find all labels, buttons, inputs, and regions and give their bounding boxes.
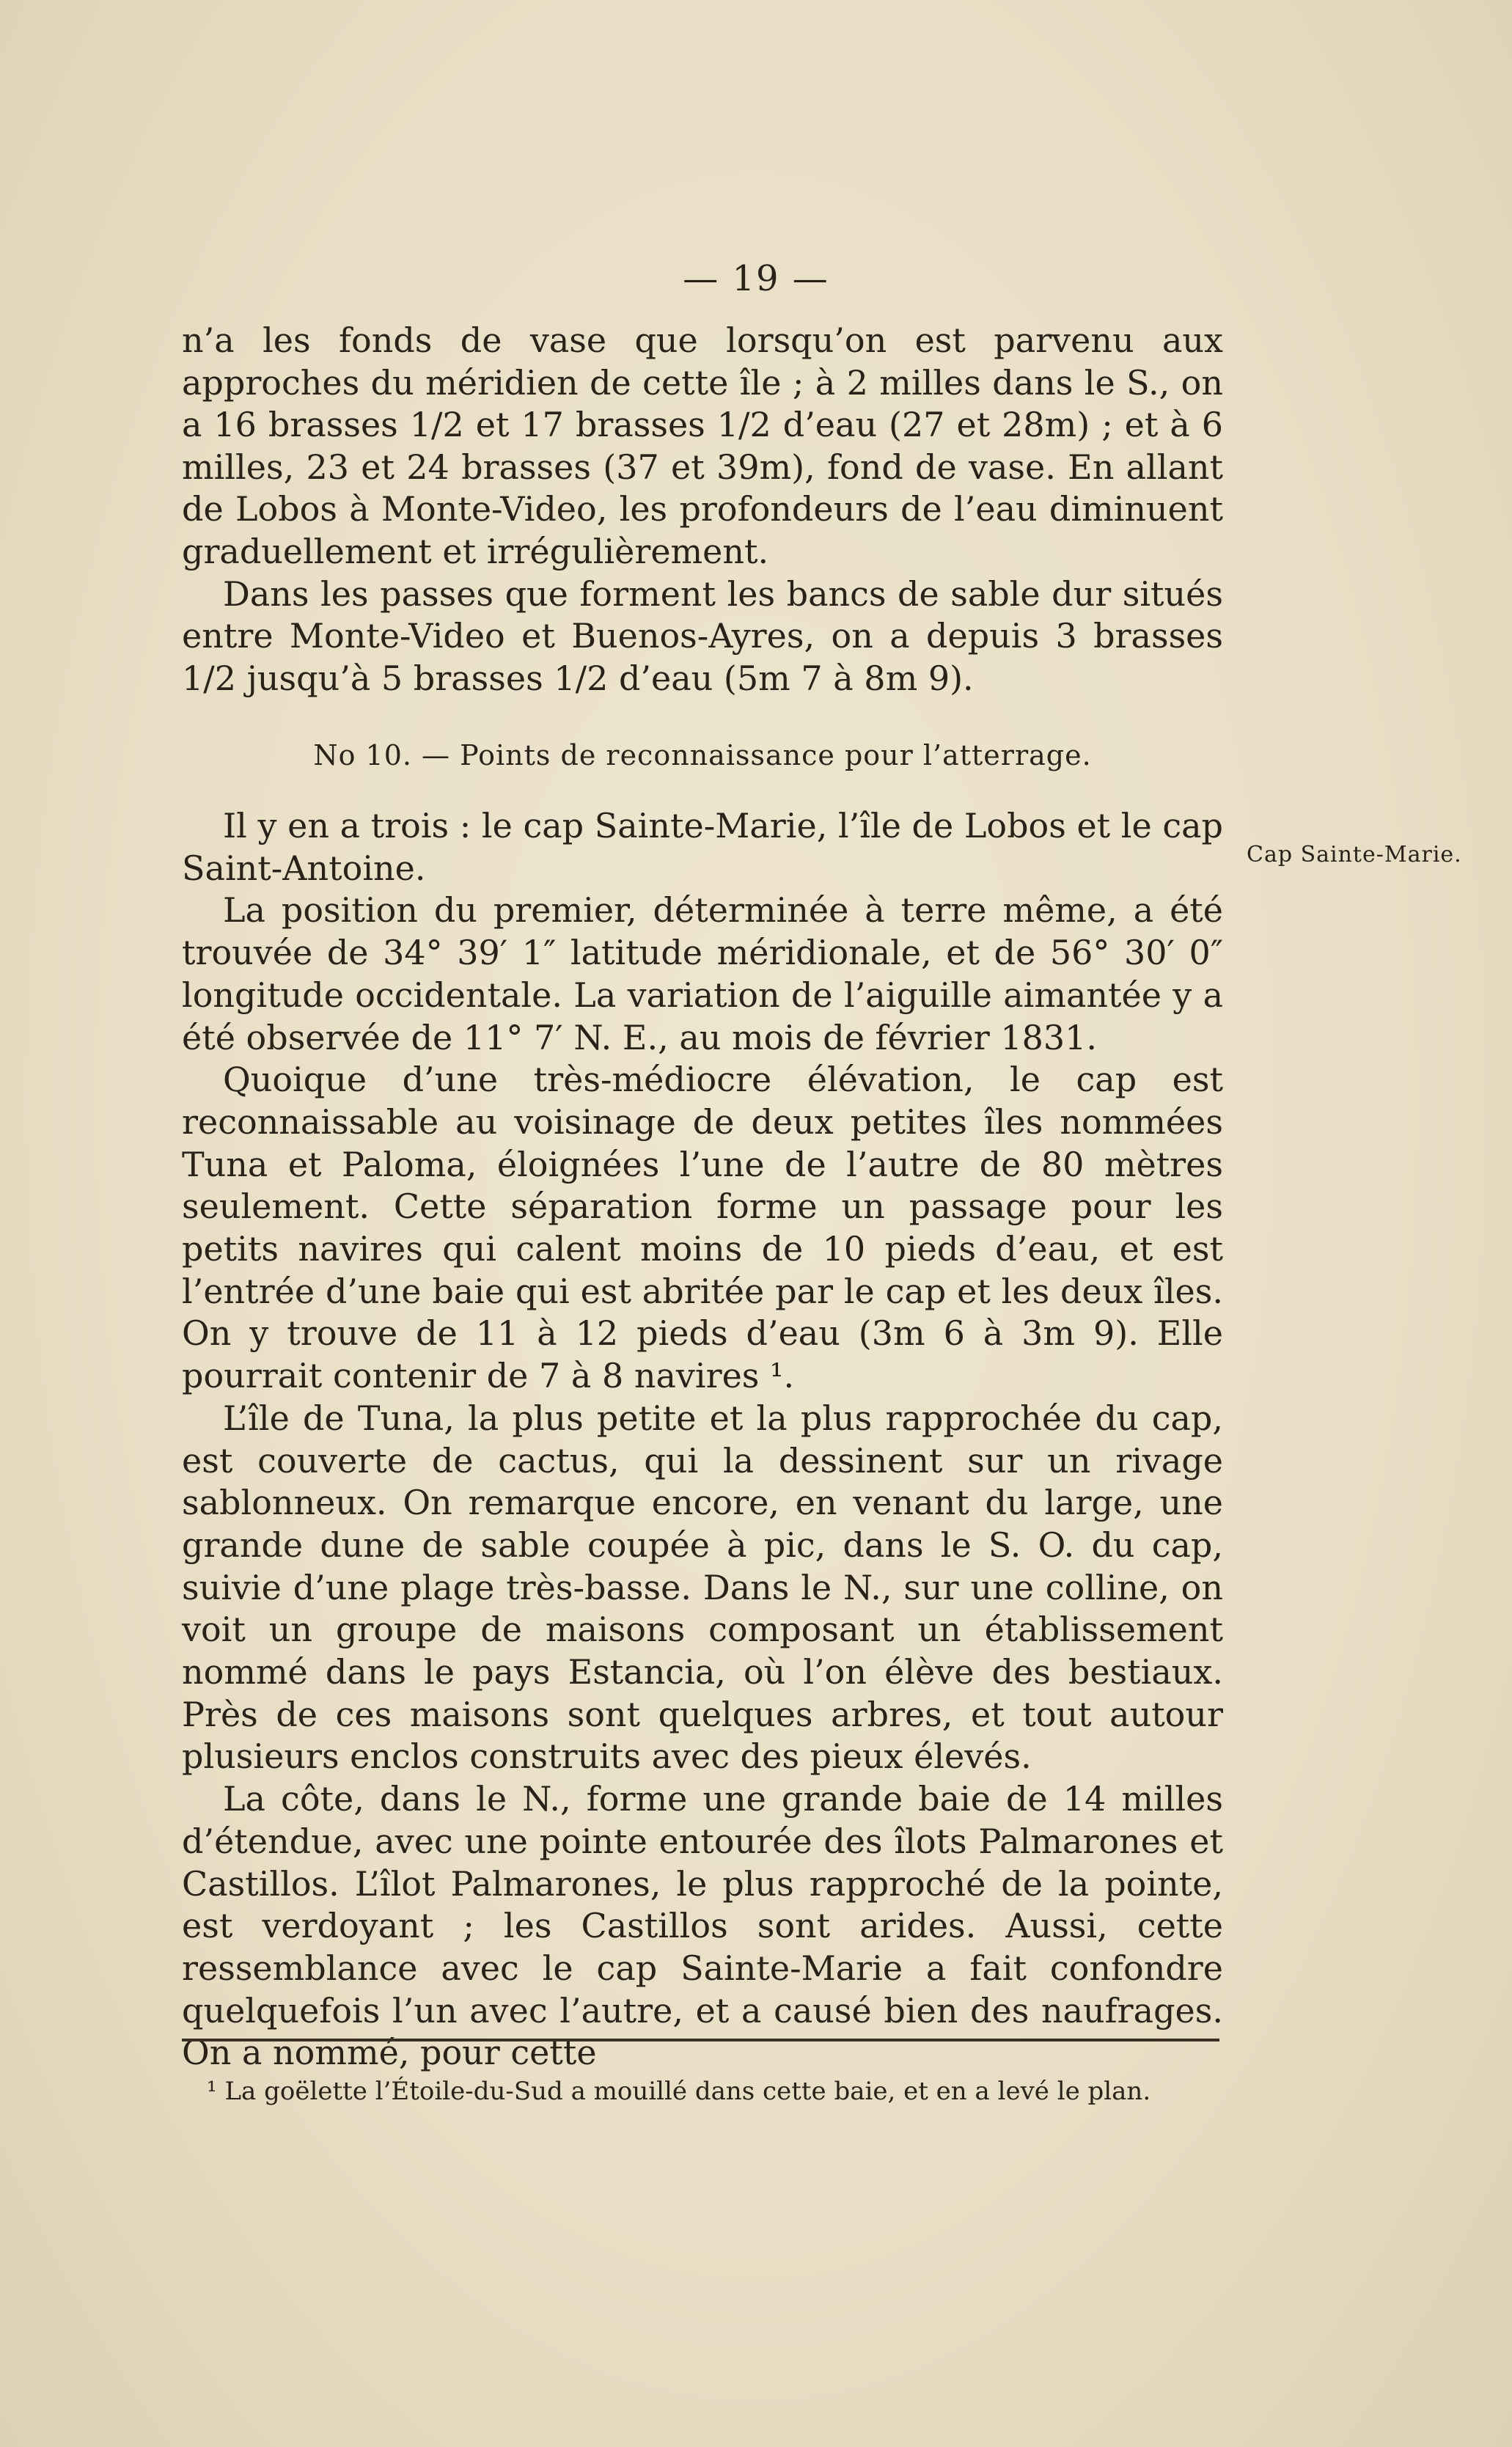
body-text-main [182,805,1223,2074]
body-text-top [182,320,1223,700]
paragraph: Il y en a trois : le cap Sainte-Marie, l’île de Lobos et le cap Saint-Antoine. [182,806,1223,888]
footnote-divider [182,2039,1219,2044]
paragraph: L’île de Tuna, la plus petite et la plus rapprochée du cap, est couverte de cactus, qui la dessinent sur un rivage sablonneux. On remarque encore, en venant du large, une grande dune de sable coupée à pic, dans le S. O. du cap, suivie d’une plage très-basse. Dans le N., sur une colline, on voit un groupe de maisons composant un établissement nommé dans le pays Estancia, où l’on élève des bestiaux. Près de ces maisons sont quelques arbres, et tout autour plusieurs enclos construits avec des pieux élevés. [182,1398,1223,1777]
margin-note: Cap Sainte-Marie. [1247,842,1462,867]
paragraph: n’a les fonds de vase que lorsqu’on est parvenu aux approches du méridien de cette île ; à 2 milles dans le S., on a 16 brasses 1/2 et 17 brasses 1/2 d’eau (27 et 28m) ; et à 6 milles, 23 et 24 brasses (37 et 39m), fond de vase. En allant de Lobos à Monte-Video, les profondeurs de l’eau diminuent graduellement et irrégulièrement. [182,320,1223,571]
footnote: ¹ La goëlette l’Étoile-du-Sud a mouillé dans cette baie, et en a levé le plan. [207,2077,1151,2106]
section-heading: No 10. — Points de reconnaissance pour l’atterrage. [313,739,1092,771]
paragraph: La position du premier, déterminée à terre même, a été trouvée de 34° 39′ 1″ latitude méridionale, et de 56° 30′ 0″ longitude occidentale. La variation de l’aiguille aimantée y a été observée de 11° 7′ N. E., au mois de février 1831. [182,890,1223,1057]
paragraph: Dans les passes que forment les bancs de sable dur situés entre Monte-Video et Buenos-Ayres, on a depuis 3 brasses 1/2 jusqu’à 5 brasses 1/2 d’eau (5m 7 à 8m 9). [182,573,1223,698]
page-number: — 19 — [683,258,829,299]
paragraph: La côte, dans le N., forme une grande baie de 14 milles d’étendue, avec une pointe entourée des îlots Palmarones et Castillos. L’îlot Palmarones, le plus rapproché de la pointe, est verdoyant ; les Castillos sont arides. Aussi, cette ressemblance avec le cap Sainte-Marie a fait confondre quelquefois l’un avec l’autre, et a causé bien des naufrages. On a nommé, pour cette [182,1779,1223,2073]
paragraph: Quoique d’une très-médiocre élévation, le cap est reconnaissable au voisinage de deux petites îles nommées Tuna et Paloma, éloignées l’une de l’autre de 80 mètres seulement. Cette séparation forme un passage pour les petits navires qui calent moins de 10 pieds d’eau, et est l’entrée d’une baie qui est abritée par le cap et les deux îles. On y trouve de 11 à 12 pieds d’eau (3m 6 à 3m 9). Elle pourrait contenir de 7 à 8 navires ¹. [182,1060,1223,1396]
